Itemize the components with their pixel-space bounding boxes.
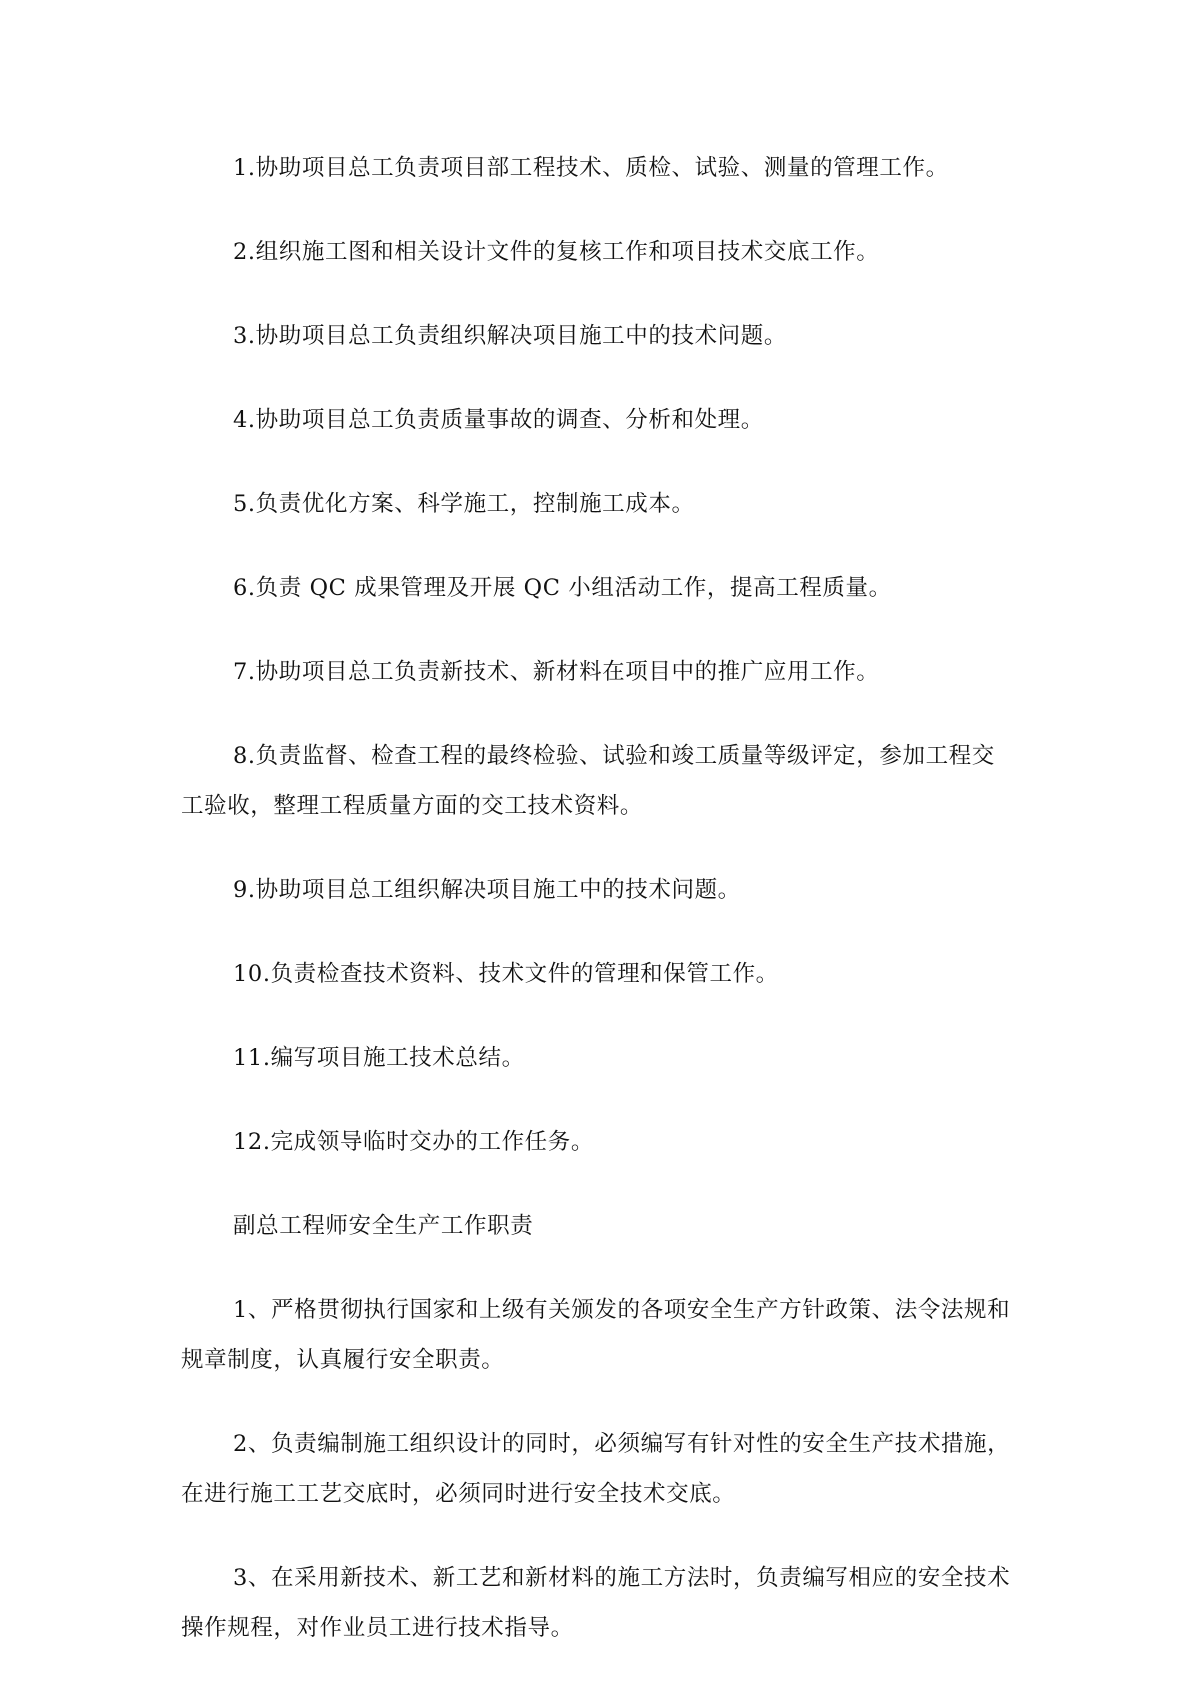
paragraph-12: 12.完成领导临时交办的工作任务。 — [233, 1129, 594, 1155]
paragraph-8: 8.负责监督、检查工程的最终检验、试验和竣工质量等级评定，参加工程交工验收，整理工程质量方面的交工技术资料。 — [181, 743, 995, 819]
paragraph-7: 7.协助项目总工负责新技术、新材料在项目中的推广应用工作。 — [233, 659, 880, 685]
safety-paragraph-1: 1、严格贯彻执行国家和上级有关颁发的各项安全生产方针政策、法令法规和规章制度，认真履行安全职责。 — [181, 1297, 1011, 1373]
paragraph-4: 4.协助项目总工负责质量事故的调查、分析和处理。 — [233, 407, 764, 433]
paragraph-2: 2.组织施工图和相关设计文件的复核工作和项目技术交底工作。 — [233, 239, 880, 265]
paragraph-9: 9.协助项目总工组织解决项目施工中的技术问题。 — [233, 877, 741, 903]
paragraph-6: 6.负责 QC 成果管理及开展 QC 小组活动工作，提高工程质量。 — [233, 575, 892, 601]
document-body — [181, 143, 1011, 1687]
paragraph-5: 5.负责优化方案、科学施工，控制施工成本。 — [233, 491, 695, 517]
safety-paragraph-3: 3、在采用新技术、新工艺和新材料的施工方法时，负责编写相应的安全技术操作规程，对作业员工进行技术指导。 — [181, 1565, 1011, 1641]
safety-paragraph-2: 2、负责编制施工组织设计的同时，必须编写有针对性的安全生产技术措施，在进行施工工艺交底时，必须同时进行安全技术交底。 — [181, 1431, 1011, 1507]
section-heading: 副总工程师安全生产工作职责 — [233, 1213, 534, 1239]
paragraph-11: 11.编写项目施工技术总结。 — [233, 1045, 525, 1071]
paragraph-1: 1.协助项目总工负责项目部工程技术、质检、试验、测量的管理工作。 — [233, 155, 949, 181]
paragraph-3: 3.协助项目总工负责组织解决项目施工中的技术问题。 — [233, 323, 787, 349]
paragraph-10: 10.负责检查技术资料、技术文件的管理和保管工作。 — [233, 961, 779, 987]
